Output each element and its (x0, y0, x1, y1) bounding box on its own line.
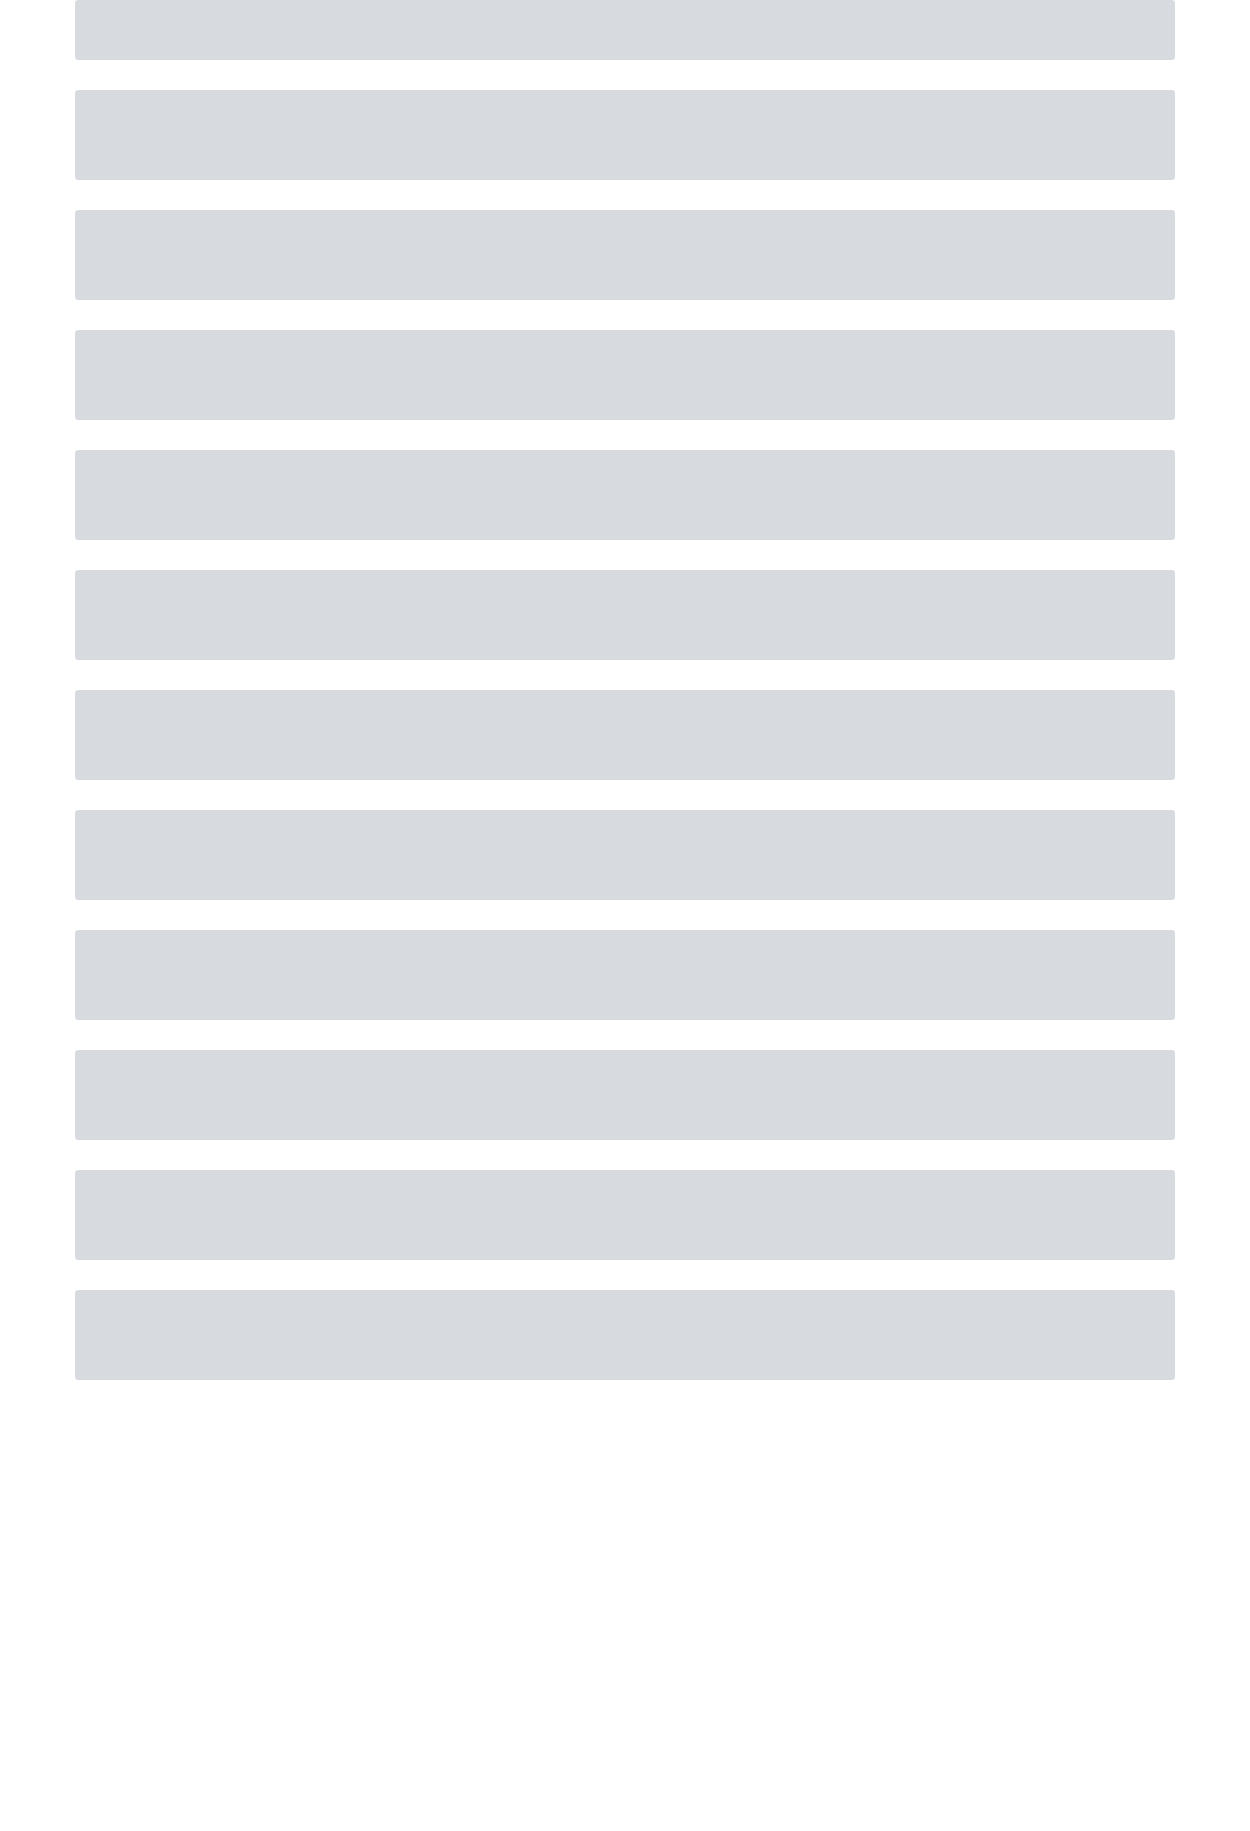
content-block (75, 690, 1175, 780)
content-block (75, 210, 1175, 300)
content-block (75, 810, 1175, 900)
content-block (75, 330, 1175, 420)
content-block (75, 0, 1175, 60)
content-block (75, 1290, 1175, 1380)
content-block (75, 930, 1175, 1020)
content-block (75, 570, 1175, 660)
content-block (75, 90, 1175, 180)
content-block (75, 450, 1175, 540)
content-block (75, 1170, 1175, 1260)
content-block (75, 1050, 1175, 1140)
